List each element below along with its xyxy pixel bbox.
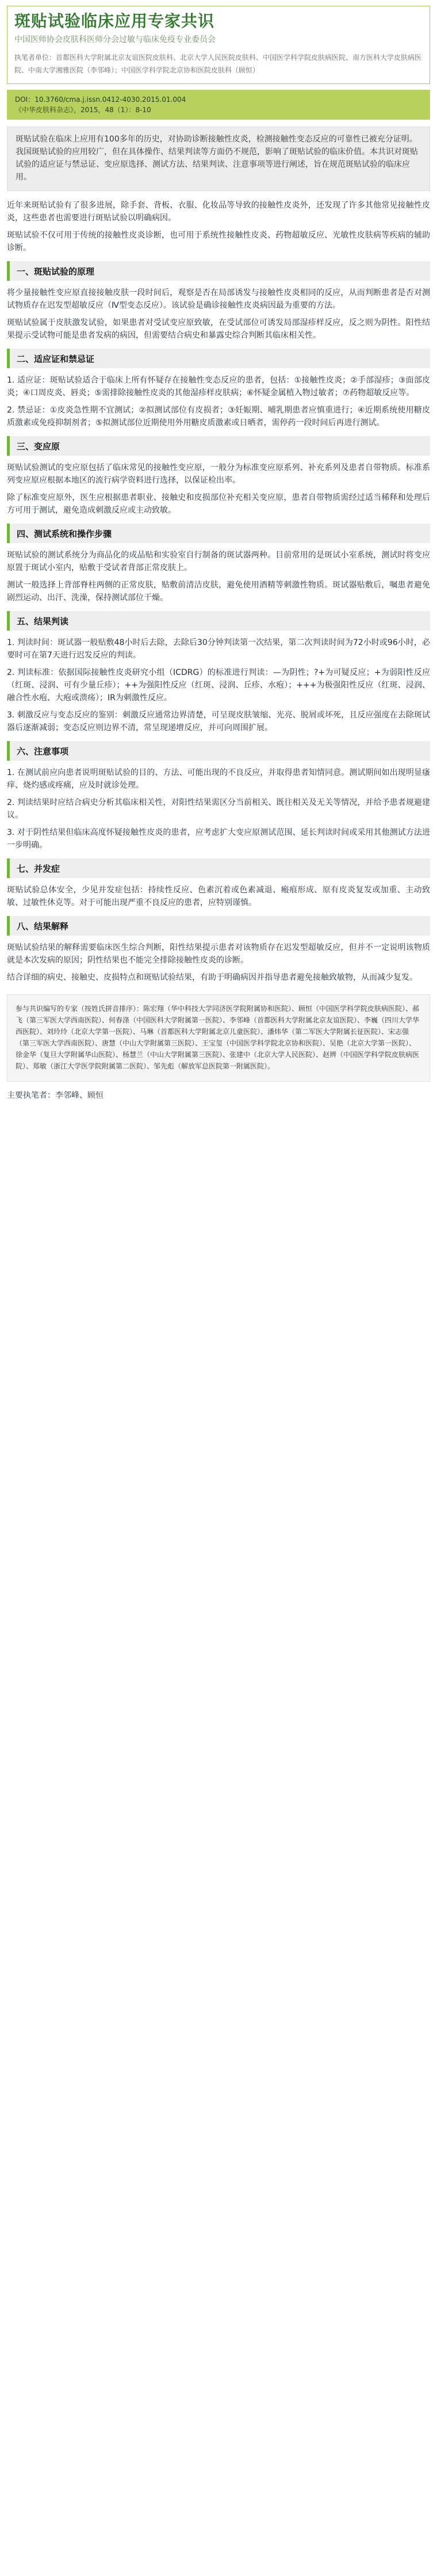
section-1-paragraph-2: 斑贴试验属于皮肤激发试验，如果患者对受试变应原致敏，在受试部位可诱发局部湿疹样反应，反之则为阴性。阳性结果提示受试物可能是患者发病的病因，但需要结合病史和暴露史综合判断其临床相关性。 [7, 318, 430, 340]
section-4-paragraph-2: 测试一般选择上背部脊柱两侧的正常皮肤，贴敷前清洁皮肤，避免使用酒精等刺激性物质。斑试器贴敷后，嘱患者避免剧烈运动、出汗、洗澡，保持测试部位干燥。 [7, 581, 430, 602]
section-4-paragraph-1: 斑贴试验的测试系统分为商品化的成品贴和实验室自行制备的斑试器两种。目前常用的是斑试小室系统，测试时将变应原置于斑试小室内，贴敷于受试者背部正常皮肤上。 [7, 551, 430, 573]
section-heading-5: 五、结果判读 [7, 611, 430, 631]
section-heading-7: 七、并发症 [7, 858, 430, 878]
section-6-paragraph-3: 3. 对于阴性结果但临床高度怀疑接触性皮炎的患者，应考虑扩大变应原测试范围、延长判读时间或采用其他测试方法进一步明确。 [7, 828, 430, 850]
intro-paragraph-2: 斑贴试验不仅可用于传统的接触性皮炎诊断，也可用于系统性接触性皮炎、药物超敏反应、光敏性皮肤病等疾病的辅助诊断。 [7, 231, 430, 253]
page-subtitle: 中国医师协会皮肤科医师分会过敏与临床免疫专业委员会 [14, 35, 216, 44]
section-heading-8: 八、结果解释 [7, 916, 430, 936]
doi-line-2: 《中华皮肤科杂志》，2015，48（1）：8-10 [15, 106, 151, 114]
section-5-paragraph-1: 1. 判读时间：斑试器一般贴敷48小时后去除，去除后30分钟判读第一次结果，第二次判读时间为72小时或96小时，必要时可在第7天进行迟发反应的判读。 [7, 638, 430, 660]
section-heading-2: 二、适应证和禁忌证 [7, 349, 430, 368]
section-8-paragraph-1: 斑贴试验结果的解释需要临床医生综合判断，阳性结果提示患者对该物质存在迟发型超敏反应，但并不一定说明该物质就是本次发病的原因；阴性结果也不能完全排除接触性皮炎的诊断。 [7, 943, 430, 965]
section-5-paragraph-3: 3. 刺激反应与变态反应的鉴别：刺激反应通常边界清楚，可呈现皮肤皱缩、光亮、脱屑或坏死，且反应强度在去除斑试器后逐渐减弱；变态反应则边界不清，常呈现递增反应，并可向周围扩展。 [7, 711, 430, 732]
contributors-text: 参与共识编写的专家（按姓氏拼音排序）：陈宏翔（华中科技大学同济医学院附属协和医院）、顾恒（中国医学科学院皮肤病医院）、郝飞（第三军医大学西南医院）、何春涤（中国医科大学附属第一医院）、李邻峰（首都医科大学附属北京友谊医院）、李巍（四川大学华西医院）、刘玲玲（北京大学第一医院）、马琳（首都医科大学附属北京儿童医院）、潘炜华（第二军医大学附属长征医院）、宋志强（第三军医大学西南医院）、唐慧（中山大学附属第三医院）、王宝玺（中国医学科学院北京协和医院）、吴艳（北京大学第一医院）、徐金华（复旦大学附属华山医院）、杨慧兰（中山大学附属第三医院）、张建中（北京大学人民医院）、赵辨（中国医学科学院皮肤病医院）、郑敏（浙江大学医学院附属第二医院）、邹先彪（解放军总医院第一附属医院）。 [16, 1005, 420, 1070]
section-heading-4: 四、测试系统和操作步骤 [7, 524, 430, 543]
page-title: 斑贴试验临床应用专家共识 [14, 12, 215, 30]
section-heading-1: 一、斑贴试验的原理 [7, 261, 430, 281]
title-box [7, 6, 430, 84]
section-2-paragraph-1: 1. 适应证：斑贴试验适合于临床上所有怀疑存在接触性变态反应的患者，包括：①接触性皮炎；②手部湿疹；③面部皮炎；④口周皮炎、唇炎；⑤需排除接触性皮炎的其他湿疹样皮肤病；⑥怀疑金属植入物过敏者；⑦药物超敏反应等。 [7, 376, 430, 398]
abstract-text: 斑贴试验在临床上应用有100多年的历史，对协助诊断接触性皮炎，检测接触性变态反应的可靠性已被充分证明。我国斑贴试验的应用较广，但在具体操作、结果判读等方面仍不规范，影响了斑贴试验的临床价值。本共识对斑贴试验的适应证与禁忌证、变应原选择、测试方法、结果判读、注意事项等进行阐述，旨在规范斑贴试验的临床应用。 [16, 135, 418, 182]
author-affiliation: 执笔者单位：首都医科大学附属北京友谊医院皮肤科、北京大学人民医院皮肤科、中国医学科学院皮肤病医院、南方医科大学皮肤病医院、中南大学湘雅医院（李邻峰）；中国医学科学院北京协和医院皮肤科（顾恒） [14, 54, 422, 74]
section-heading-6: 六、注意事项 [7, 741, 430, 761]
doi-line-1: DOI：10.3760/cma.j.issn.0412-4030.2015.01.004 [15, 96, 186, 104]
section-7-paragraph-1: 斑贴试验总体安全，少见并发症包括：持续性反应、色素沉着或色素减退、瘢痕形成、原有皮炎复发或加重、主动致敏、过敏性休克等。对于可能出现严重不良反应的患者，应特别谨慎。 [7, 886, 430, 907]
main-writers: 主要执笔者：李邻峰、顾恒 [7, 1091, 103, 1100]
section-5-paragraph-2: 2. 判读标准：依据国际接触性皮炎研究小组（ICDRG）的标准进行判读：—为阴性；?+为可疑反应；+为弱阳性反应（红斑、浸润、可有少量丘疹）；++为强阳性反应（红斑、浸润、丘疹、水疱）；+++为极强阳性反应（红斑、浸润、融合性水疱、大疱或溃疡）；IR为刺激性反应。 [7, 668, 430, 703]
section-3-paragraph-2: 除了标准变应原外，医生应根据患者职业、接触史和皮损部位补充相关变应原，患者自带物质需经过适当稀释和处理后方可用于测试，避免造成刺激反应或主动致敏。 [7, 493, 430, 515]
section-2-paragraph-2: 2. 禁忌证：①皮炎急性期不宜测试；②拟测试部位有皮损者；③妊娠期、哺乳期患者应慎重进行；④近期系统使用糖皮质激素或免疫抑制剂者；⑤拟测试部位近期使用外用糖皮质激素或日晒者，需停药一段时间后再进行测试。 [7, 406, 430, 428]
abstract-box [7, 127, 430, 191]
section-8-paragraph-2: 结合详细的病史、接触史、皮损特点和斑贴试验结果，有助于明确病因并指导患者避免接触致敏物，从而减少复发。 [7, 973, 417, 982]
section-6-paragraph-1: 1. 在测试前应向患者说明斑贴试验的目的、方法、可能出现的不良反应，并取得患者知情同意。测试期间如出现明显瘙痒、烧灼感或疼痛，应及时就诊处理。 [7, 768, 430, 790]
doi-band [7, 90, 430, 120]
section-3-paragraph-1: 斑贴试验测试的变应原包括了临床常见的接触性变应原，一般分为标准变应原系列、补充系列及患者自带物质。标准系列变应原应根据本地区的流行病学资料进行选择，以保证检出率。 [7, 463, 430, 485]
intro-paragraph-1: 近年来斑贴试验有了很多进展，除手套、背板、衣服、化妆品等导致的接触性皮炎外，还发现了许多其他常见接触性皮炎，这些患者也需要进行斑贴试验以明确病因。 [7, 201, 430, 223]
section-6-paragraph-2: 2. 判读结果时应结合病史分析其临床相关性，对阳性结果需区分当前相关、既往相关及无关等情况，并给予患者规避建议。 [7, 798, 430, 820]
section-heading-3: 三、变应原 [7, 436, 430, 456]
section-1-paragraph-1: 将少量接触性变应原直接接触皮肤一段时间后，观察是否在局部诱发与接触性皮炎相同的反应，从而判断患者是否对测试物质存在迟发型超敏反应（Ⅳ型变态反应）。该试验是确诊接触性皮炎病因最为重要的方法。 [7, 288, 430, 310]
contributors-box [7, 994, 430, 1082]
